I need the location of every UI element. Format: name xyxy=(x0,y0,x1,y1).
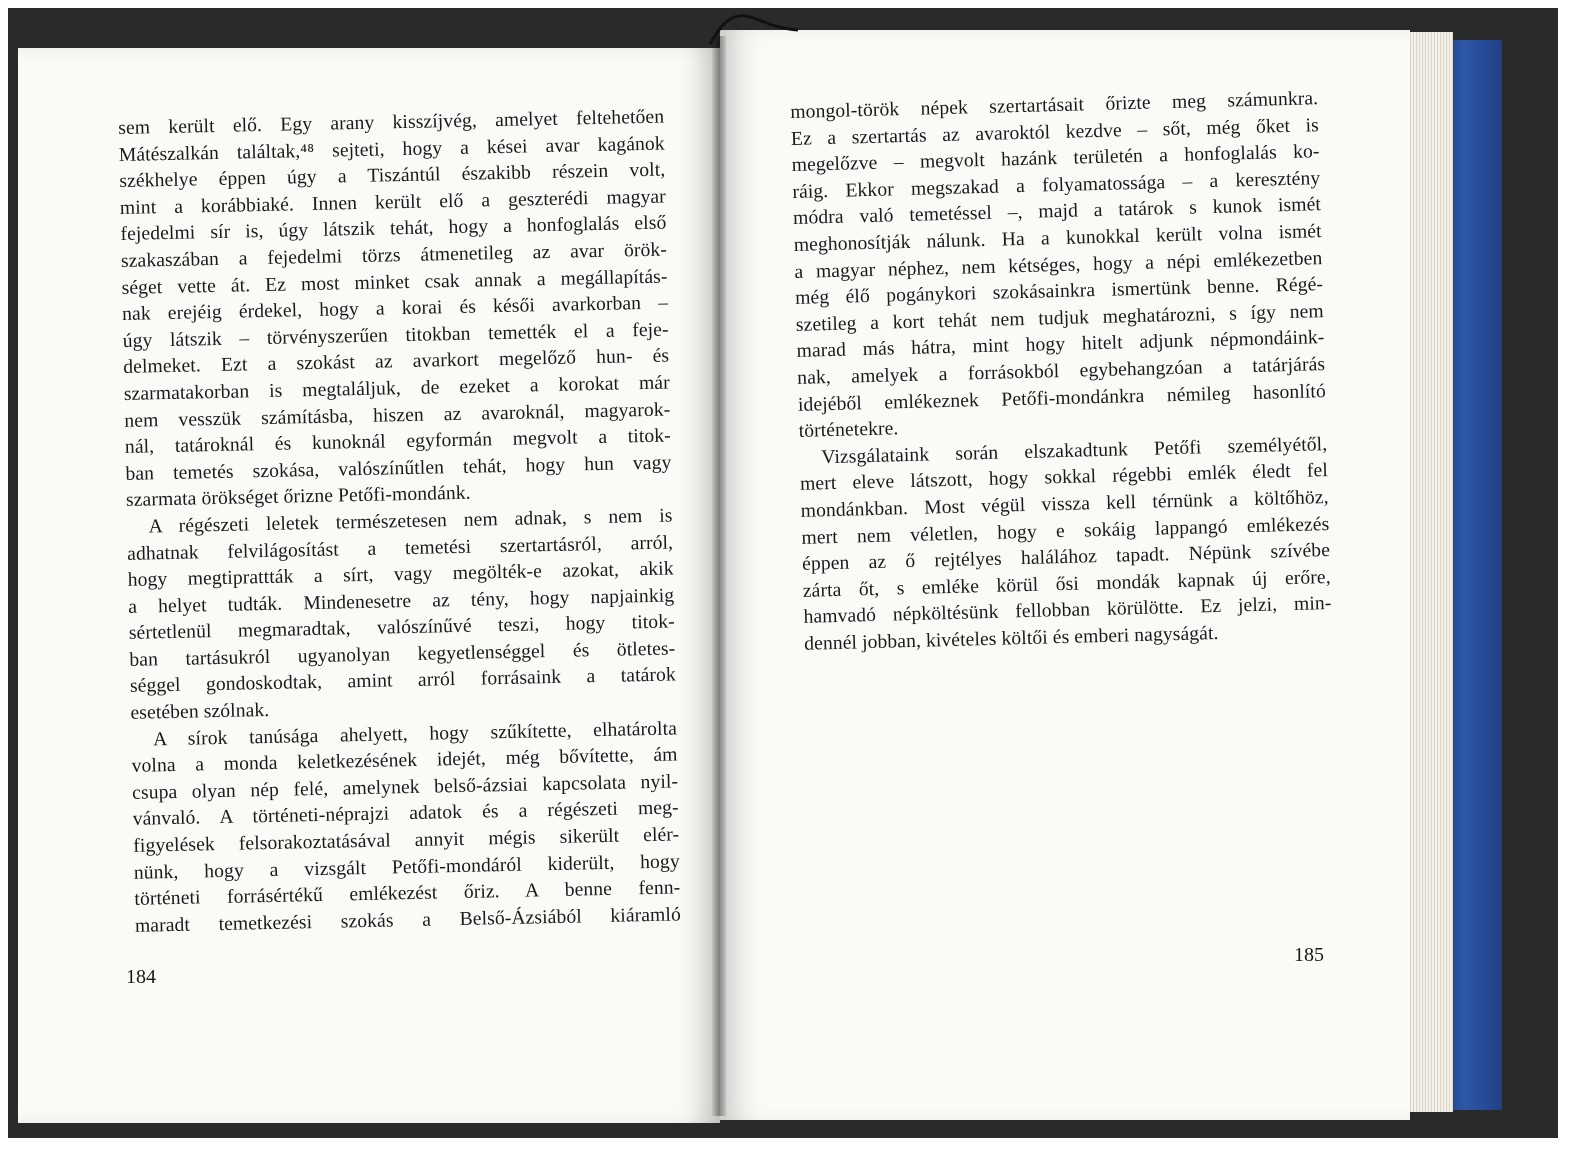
text-line: ban temetés szokása, valószínűtlen tehát, hogy hun vagy xyxy=(125,452,672,485)
text-line: Ez a szertartás az avaroktól kezdve – sőt, még őket is xyxy=(790,114,1320,150)
right-page-text xyxy=(790,86,1332,658)
text-line: mert eleve látszott, hogy sokkal régebbi emlék éledt fel xyxy=(799,460,1329,496)
text-line: történetekre. xyxy=(798,418,899,443)
text-line: hamvadó népköltésünk fellobban körülötte. Ez jelzi, min- xyxy=(803,593,1332,629)
text-line: sem került elő. Egy arany kisszíjvég, amelyet feltehetően xyxy=(118,106,665,139)
text-line: A sírok tanúsága ahelyett, hogy szűkítette, elhatárolta xyxy=(152,718,678,751)
text-line: volna a monda keletkezésének idejét, még bővítette, ám xyxy=(131,744,678,778)
left-page-text xyxy=(118,105,681,941)
text-line: szarmata örökséget őrizne Petőfi-mondánk. xyxy=(125,483,471,512)
text-line: hogy megtiprattták a sírt, vagy megölték-e azokat, akik xyxy=(127,558,674,591)
text-line: megelőzve – megvolt hazánk területén a honfoglalás ko- xyxy=(791,141,1320,177)
text-line: vánvaló. A történeti-néprajzi adatok és a régészeti meg- xyxy=(132,797,679,831)
text-line: éppen az ő rejtélyes halálához tapadt. Népünk szívébe xyxy=(801,540,1331,575)
text-line: maradt temetkezési szokás a Belső-Ázsiából kiáramló xyxy=(134,904,682,937)
text-line: figyelések felsorakoztatásával annyit mégis sikerült elér- xyxy=(133,824,680,857)
text-line: ráig. Ekkor megszakad a folyamatossága – a keresztény xyxy=(792,167,1321,203)
text-line: mongol-török népek szertartásait őrizte meg számunkra. xyxy=(790,88,1319,123)
text-line: szetileg a kort tehát nem tudjuk meghatározni, s így nem xyxy=(795,300,1324,336)
bookmark-ribbon xyxy=(690,6,800,46)
text-line: séget vette át. Ez most minket csak annak a megállapítás- xyxy=(121,266,668,299)
text-line: szarmatakorban is megtaláljuk, de ezeket a korokat már xyxy=(123,372,670,405)
left-page-number: 184 xyxy=(126,966,156,988)
book-gutter xyxy=(712,36,726,1116)
right-page-number: 185 xyxy=(1294,944,1324,966)
text-line: meghonosítják nálunk. Ha a kunokkal került volna ismét xyxy=(793,221,1322,256)
text-line: szakaszában a fejedelmi törzs átmenetileg az avar örök- xyxy=(120,239,668,272)
text-line: történeti forrásértékű emlékezést őriz. A benne fenn- xyxy=(134,877,681,911)
text-line: módra való temetéssel –, majd a tatárok s kunok ismét xyxy=(792,194,1322,230)
text-line: úgy látszik – törvényszerűen titokban temették el a feje- xyxy=(122,319,669,352)
text-line: még élő pogánykori szokásainkra ismertünk benne. Régé- xyxy=(794,274,1324,310)
text-line: csupa olyan nép felé, amelynek belső-ázsiai kapcsolata nyil- xyxy=(131,771,679,804)
text-line: nem vesszük számításba, hiszen az avaroknál, magyarok- xyxy=(124,399,671,432)
text-line: székhelye éppen úgy a Tiszántúl északibb részein volt, xyxy=(119,159,666,193)
text-line: mondánkban. Most végül vissza kell térnünk a költőhöz, xyxy=(800,486,1329,522)
text-line: delmeket. Ezt a szokást az avarkort megelőző hun- és xyxy=(123,345,670,379)
text-line: mert nem véletlen, hogy e sokáig lappangó emlékezés xyxy=(801,513,1330,549)
text-line: zárta őt, s emléke körül ősi mondák kapnak új erőre, xyxy=(802,566,1331,602)
text-line: esetében szólnak. xyxy=(130,700,270,724)
text-line: nak erejéig érdekel, hogy a korai és késői avarkorban – xyxy=(121,292,669,326)
text-line: dennél jobban, kivételes költői és emberi nagyságát. xyxy=(803,622,1219,655)
text-line: adhatnak felvilágosítást a temetési szertartásról, arról, xyxy=(126,531,674,565)
text-line: nünk, hogy a vizsgált Petőfi-mondáról kiderült, hogy xyxy=(133,851,680,884)
text-line: ban tartásukról ugyanolyan kegyetlenséggel és ötletes- xyxy=(129,638,676,671)
text-line: marad más hátra, mint hogy hitelt adjunk népmondáink- xyxy=(796,327,1325,363)
text-line: nak, amelyek a forrásokból egybehangzóan a tatárjárás xyxy=(797,354,1326,389)
text-line: Mátészalkán találtak,⁴⁸ sejteti, hogy a kései avar kagánok xyxy=(118,133,665,166)
text-line: idejéből emlékeznek Petőfi-mondánkra némileg hasonlító xyxy=(797,380,1327,416)
text-line: A régészeti leletek természetesen nem adnak, s nem is xyxy=(148,505,673,538)
text-line: mint a korábbiaké. Innen került elő a geszterédi magyar xyxy=(119,186,667,219)
text-line: séggel gondoskodtak, amint arról forrásaink a tatárok xyxy=(129,664,677,698)
text-line: fejedelmi sír is, úgy látszik tehát, hogy a honfoglalás első xyxy=(120,212,667,246)
text-line: a magyar néphez, nem kétséges, hogy a népi emlékezetben xyxy=(794,247,1323,283)
text-line: sértetlenül megmaradtak, valószínűvé teszi, hogy titok- xyxy=(128,611,675,645)
text-line: a helyet tudták. Mindenesetre az tény, hogy napjainkig xyxy=(128,585,675,618)
text-line: nál, tatároknál és kunoknál egyformán megvolt a titok- xyxy=(124,425,672,459)
text-line: Vizsgálataink során elszakadtunk Petőfi személyétől, xyxy=(821,433,1328,469)
page-stack-edge xyxy=(1405,32,1453,1112)
